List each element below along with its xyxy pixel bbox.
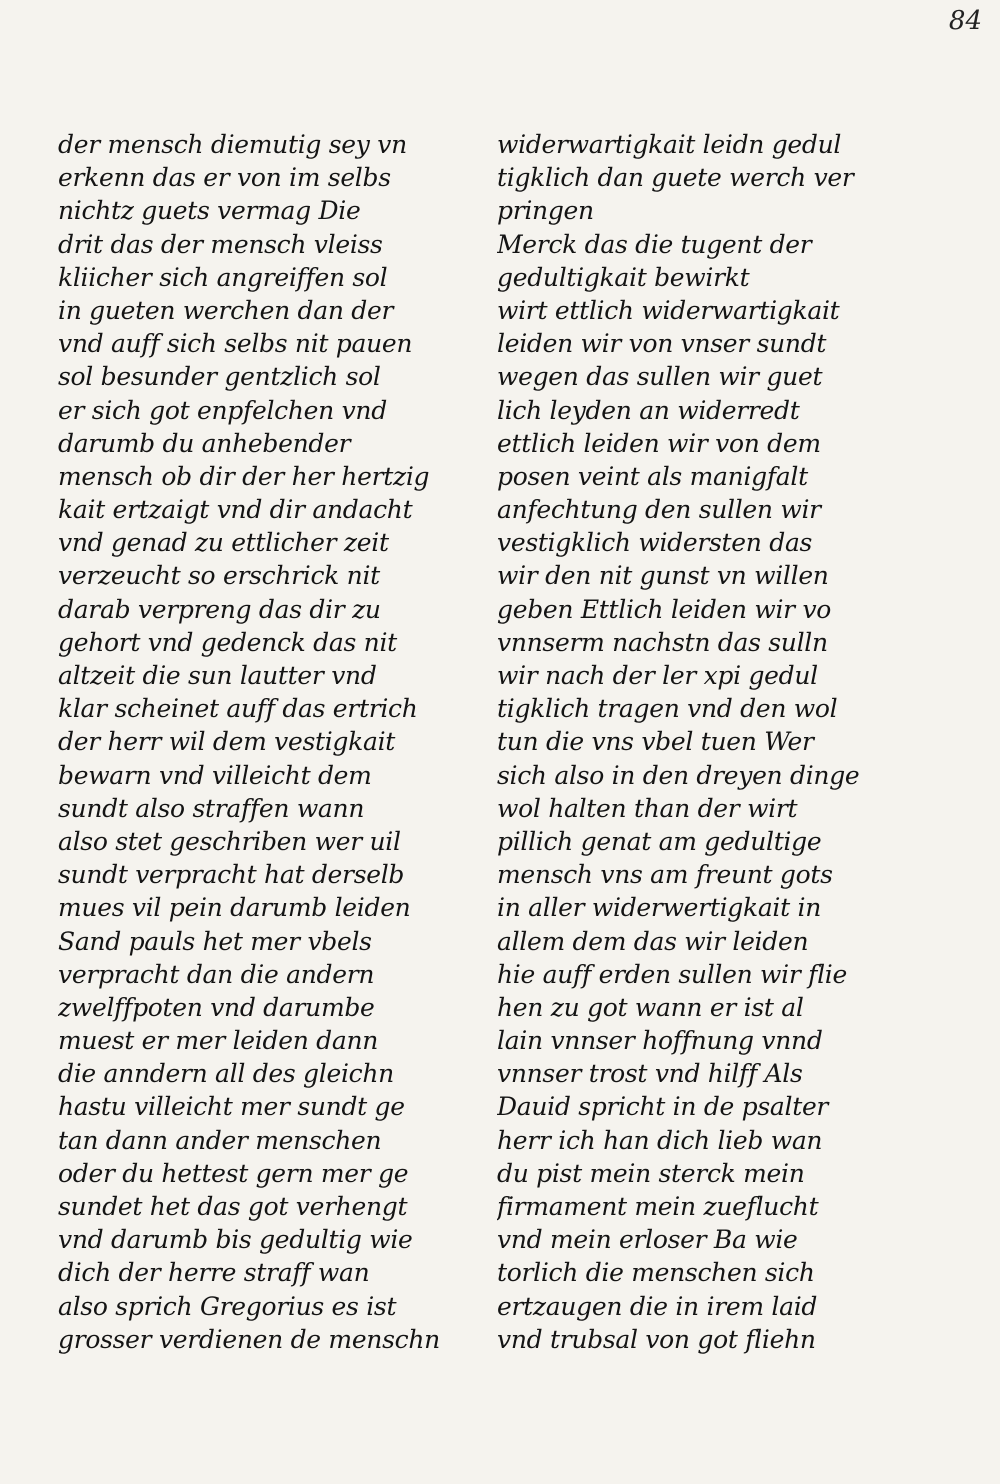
manuscript-line: pillich genat am gedultige xyxy=(497,826,822,856)
manuscript-line: du pist mein sterck mein xyxy=(497,1158,805,1188)
manuscript-line: also sprich Gregorius es ist xyxy=(58,1291,397,1321)
manuscript-line: geben Ettlich leiden wir vo xyxy=(497,594,832,624)
manuscript-line: oder du hettest gern mer ge xyxy=(58,1158,409,1188)
manuscript-line: darab verpreng das dir zu xyxy=(58,594,381,624)
manuscript-line: ertzaugen die in irem laid xyxy=(497,1291,818,1321)
manuscript-line: darumb du anhebender xyxy=(58,428,351,458)
manuscript-line: allem dem das wir leiden xyxy=(497,926,809,956)
manuscript-line: sundt also straffen wann xyxy=(58,793,365,823)
manuscript-line: verpracht dan die andern xyxy=(58,959,375,989)
manuscript-line: gedultigkait bewirkt xyxy=(497,262,750,292)
manuscript-line: zwelffpoten vnd darumbe xyxy=(58,992,375,1022)
manuscript-line: hen zu got wann er ist al xyxy=(497,992,804,1022)
manuscript-line: firmament mein zueflucht xyxy=(497,1192,819,1221)
manuscript-line: leiden wir von vnser sundt xyxy=(497,329,827,359)
manuscript-line: tan dann ander menschen xyxy=(58,1125,382,1155)
manuscript-line: mensch ob dir der her hertzig xyxy=(58,461,430,491)
manuscript-line: widerwartigkait leidn gedul xyxy=(497,130,842,159)
manuscript-line: in aller widerwertigkait in xyxy=(497,893,822,923)
manuscript-line: Sand pauls het mer vbels xyxy=(58,926,372,956)
manuscript-line: vestigklich widersten das xyxy=(497,528,813,558)
manuscript-line: also stet geschriben wer uil xyxy=(58,826,401,856)
manuscript-line: muest er mer leiden dann xyxy=(58,1026,379,1056)
manuscript-line: hastu villeicht mer sundt ge xyxy=(58,1092,405,1122)
manuscript-line: wirt ettlich widerwartigkait xyxy=(497,295,840,325)
manuscript-line: anfechtung den sullen wir xyxy=(497,495,821,525)
manuscript-line: sundet het das got verhengt xyxy=(58,1192,408,1221)
text-column-left xyxy=(58,128,458,1356)
text-column-right xyxy=(497,128,882,1356)
manuscript-line: mensch vns am freunt gots xyxy=(497,860,833,890)
manuscript-line: Dauid spricht in de psalter xyxy=(497,1092,829,1122)
manuscript-line: grosser verdienen de menschn xyxy=(58,1324,440,1354)
manuscript-line: ettlich leiden wir von dem xyxy=(497,428,821,458)
manuscript-line: lain vnnser hoffnung vnnd xyxy=(497,1026,823,1056)
manuscript-line: nichtz guets vermag Die xyxy=(58,196,361,226)
manuscript-line: torlich die menschen sich xyxy=(497,1258,815,1288)
manuscript-line: gehort vnd gedenck das nit xyxy=(58,627,397,657)
manuscript-line: wir nach der ler xpi gedul xyxy=(497,661,818,690)
manuscript-line: tun die vns vbel tuen Wer xyxy=(497,727,814,757)
manuscript-line: vnd mein erloser Ba wie xyxy=(497,1225,798,1255)
folio-number: 84 xyxy=(948,6,982,36)
manuscript-line: sol besunder gentzlich sol xyxy=(58,362,381,392)
manuscript-line: vnd darumb bis gedultig wie xyxy=(58,1225,413,1255)
manuscript-line: in gueten werchen dan der xyxy=(58,295,394,325)
manuscript-line: herr ich han dich lieb wan xyxy=(497,1125,823,1155)
manuscript-line: die anndern all des gleichn xyxy=(58,1059,394,1089)
manuscript-line: lich leyden an widerredt xyxy=(497,395,800,425)
manuscript-line: Merck das die tugent der xyxy=(497,229,812,259)
manuscript-line: wol halten than der wirt xyxy=(497,793,798,823)
manuscript-line: sich also in den dreyen dinge xyxy=(497,760,860,790)
manuscript-line: posen veint als manigfalt xyxy=(497,461,808,491)
manuscript-line: er sich got enpfelchen vnd xyxy=(58,395,387,425)
manuscript-line: der mensch diemutig sey vn xyxy=(58,130,407,159)
manuscript-line: kliicher sich angreiffen sol xyxy=(58,262,388,292)
manuscript-line: altzeit die sun lautter vnd xyxy=(58,661,377,690)
manuscript-line: verzeucht so erschrick nit xyxy=(58,561,380,591)
manuscript-line: pringen xyxy=(497,196,594,226)
manuscript-line: der herr wil dem vestigkait xyxy=(58,727,396,757)
manuscript-line: vnd genad zu ettlicher zeit xyxy=(58,528,389,558)
manuscript-line: drit das der mensch vleiss xyxy=(58,229,383,259)
manuscript-line: hie auff erden sullen wir flie xyxy=(497,959,847,989)
manuscript-line: vnd trubsal von got fliehn xyxy=(497,1324,816,1354)
manuscript-line: sundt verpracht hat derselb xyxy=(58,860,405,890)
manuscript-line: kait ertzaigt vnd dir andacht xyxy=(58,495,413,525)
manuscript-line: mues vil pein darumb leiden xyxy=(58,893,411,923)
manuscript-line: dich der herre straff wan xyxy=(58,1258,370,1288)
manuscript-line: vnd auff sich selbs nit pauen xyxy=(58,329,413,359)
manuscript-line: erkenn das er von im selbs xyxy=(58,163,391,193)
manuscript-line: wegen das sullen wir guet xyxy=(497,362,823,392)
manuscript-line: bewarn vnd villeicht dem xyxy=(58,760,372,790)
manuscript-line: tigklich dan guete werch ver xyxy=(497,163,854,193)
manuscript-line: klar scheinet auff das ertrich xyxy=(58,694,418,724)
manuscript-line: tigklich tragen vnd den wol xyxy=(497,694,838,724)
manuscript-line: vnnserm nachstn das sulln xyxy=(497,627,828,657)
manuscript-line: wir den nit gunst vn willen xyxy=(497,561,829,591)
manuscript-line: vnnser trost vnd hilff Als xyxy=(497,1059,803,1089)
